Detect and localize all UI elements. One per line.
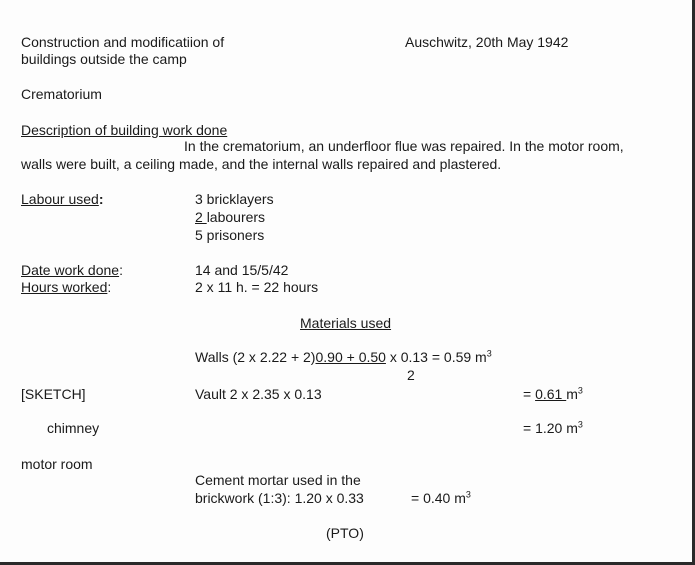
place-date: Auschwitz, 20th May 1942 xyxy=(405,34,569,50)
vault-value: = 0.61 $m^3$ xyxy=(523,385,583,402)
description-heading: Description of building work done xyxy=(21,122,228,138)
description-line-2: walls were built, a ceiling made, and the internal walls repaired and plastered. xyxy=(21,156,502,172)
description-line-1: In the crematorium, an underfloor flue was repaired. In the motor room, xyxy=(184,138,624,154)
labour-label: Labour used: xyxy=(21,191,104,207)
labour-item-prisoners: 5 prisoners xyxy=(195,227,265,243)
date-label: Date work done: xyxy=(21,262,123,278)
date-value: 14 and 15/5/42 xyxy=(195,262,289,278)
sketch-motor-room-label: motor room xyxy=(21,456,93,472)
building-name: Crematorium xyxy=(21,86,102,102)
department-line-1: Construction and modificatiion of xyxy=(21,34,225,50)
mortar-line-2: brickwork (1:3): 1.20 x 0.33 xyxy=(195,490,364,506)
mortar-value: = 0.40 $m^3$ xyxy=(411,489,471,506)
walls-calculation: Walls (2 x 2.22 + 2)0.90 + 0.50 x 0.13 = 0.59 $m^3$ xyxy=(195,348,492,365)
chimney-value: = 1.20 $m^3$ xyxy=(523,419,583,436)
vault-calculation: Vault 2 x 2.35 x 0.13 xyxy=(195,386,322,402)
hours-value: 2 x 11 h. = 22 hours xyxy=(195,279,319,295)
sketch-chimney-label: chimney xyxy=(47,420,100,436)
labour-item-labourers: 2 labourers xyxy=(195,209,266,225)
labour-item-bricklayers: 3 bricklayers xyxy=(195,191,274,207)
mortar-line-1: Cement mortar used in the xyxy=(195,472,361,488)
materials-heading: Materials used xyxy=(300,315,392,331)
walls-denominator: 2 xyxy=(407,367,415,383)
footer-pto: (PTO) xyxy=(326,525,364,541)
department-line-2: buildings outside the camp xyxy=(21,51,187,67)
hours-label: Hours worked: xyxy=(21,279,112,295)
sketch-label: [SKETCH] xyxy=(21,386,86,402)
